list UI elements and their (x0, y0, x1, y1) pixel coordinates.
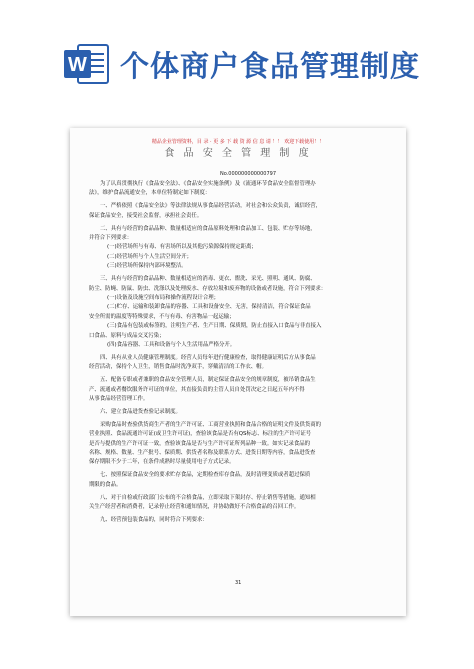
document-line: 采购食品时查验供货商生产者的生产许可证、工商营业执照和食品合格的证明文件及供货商的 (100, 421, 322, 428)
document-line: 三、具有与经营的食品品种、数量相适应的消毒、更衣、盥洗、采光、照明、通风、防腐、 (100, 276, 316, 283)
document-line: 营业执照、食品流通许可证(或卫生许可证)，查验该食品是否有QS标志、标注的生产许可证号 (89, 431, 312, 438)
document-line: 七、按照保证食品安全的要求贮存食品，定期检查库存食品，及时清理变质或者超过保质 (100, 472, 311, 479)
document-line: 为了认真贯彻执行《食品安全法》、《食品安全实施条例》及《流通环节食品安全监督管理办 (100, 181, 316, 187)
document-line: 四、具有从业人员健康管理制度。经营人员每年进行健康检查，取得健康证明后方从事食品 (100, 354, 316, 361)
document-line: 一、严格依照《食品安全法》等法律法规从事食品经营活动，对社会和公众负责，诚信经营， (100, 203, 322, 210)
document-line: (一)设备及设施空间布局和操作流程设计合理； (107, 294, 220, 301)
document-line: 并符合下列要求： (89, 235, 133, 242)
document-line: (三)经营场所保持内部环境整洁。 (107, 263, 187, 270)
page-number: 31 (235, 580, 242, 586)
watermark-bar: 精品企业管理资料，目 录 · 更 多 下 载 资 源 信 息 请 ！！ 欢迎下载使用！！ (151, 139, 325, 145)
word-icon-letter: W (68, 54, 87, 76)
document-line: (一)经营场所与有毒、有害场所以及其他污染源保持规定距离； (107, 244, 257, 251)
document-line: 产、流通或者餐饮服务许可证的单位，其直接负责的主管人员自处罚决定之日起五年内不得 (89, 386, 305, 393)
document-line: 期限的食品。 (89, 481, 122, 488)
document-line: 保存期限不少于二年，在条件成熟时尽量使用电子方式记录。 (89, 459, 235, 466)
document-line: 口食品、原料与成品交叉污染； (89, 332, 165, 339)
document-line: 八、对于自检或行政部门公布的不合格食品，立即采取下架封存、停止销售等措施，通知相 (100, 494, 316, 501)
document-body (89, 180, 389, 525)
banner-title: 个体商户食品管理制度 (120, 49, 421, 83)
document-line: 关生产经营者和消费者，记录停止经营和通知情况，并协助做好不合格食品的召回工作。 (89, 504, 300, 511)
word-document-icon (62, 42, 110, 86)
banner-header (0, 0, 474, 112)
document-line: (四)食品容器、工具和设备与个人生活用品严格分开。 (107, 342, 236, 348)
document-line: 五、配备专职或者兼职的食品安全管理人员，制定保证食品安全的规章制度，被吊销食品生 (100, 377, 316, 384)
document-heading: 食 品 安 全 管 理 制 度 (164, 148, 312, 159)
document-line: 名称、规格、数量、生产批号、保质期、供货者名称及联系方式、进货日期等内容，食品进货查 (89, 450, 316, 457)
document-line: 法》，维护食品流通安全，本单位特制定如下制度： (89, 190, 211, 197)
document-line: (二)贮存、运输和装卸食品的容器、工具和设备安全、无害，保持清洁，符合保证食品 (107, 304, 311, 311)
document-line: 安全所需的温度等特殊要求，不与有毒、有害物品一起运输； (89, 313, 235, 320)
document-line: (三)食品有包装或标签的，注明生产者、生产日期、保质期，防止直接入口食品与非直接入 (107, 323, 322, 330)
document-line: 六、建立食品进货查验记录制度。 (100, 408, 181, 415)
document-line: 经营活动，保持个人卫生，销售食品时洗净双手，穿戴清洁的工作衣、帽。 (89, 364, 267, 371)
document-line: 是否与提供的生产许可证一致，查验该食品是否与生产许可证所列品种一致。如实记录食品的 (89, 440, 311, 447)
document-line: 九、经营预包装食品的，同时符合下列要求： (100, 517, 208, 523)
document-line: 从事食品经营管理工作。 (89, 396, 149, 403)
document-line: 保证食品安全，接受社会监督，承担社会责任。 (89, 212, 203, 219)
document-line: 防尘、防蝇、防鼠、防虫、洗涤以及处理废水、存放垃圾和废弃物的设备或者设施，符合下列要求： (89, 285, 327, 292)
document-line: 二、具有与经营的食品品种、数量相适应的食品原料处理和食品加工、包装、贮存等场地， (100, 225, 316, 232)
document-line: (二)经营场所与个人生活空间分开； (107, 253, 193, 260)
document-page (70, 128, 406, 616)
document-number: No.000000000000797 (220, 171, 277, 177)
